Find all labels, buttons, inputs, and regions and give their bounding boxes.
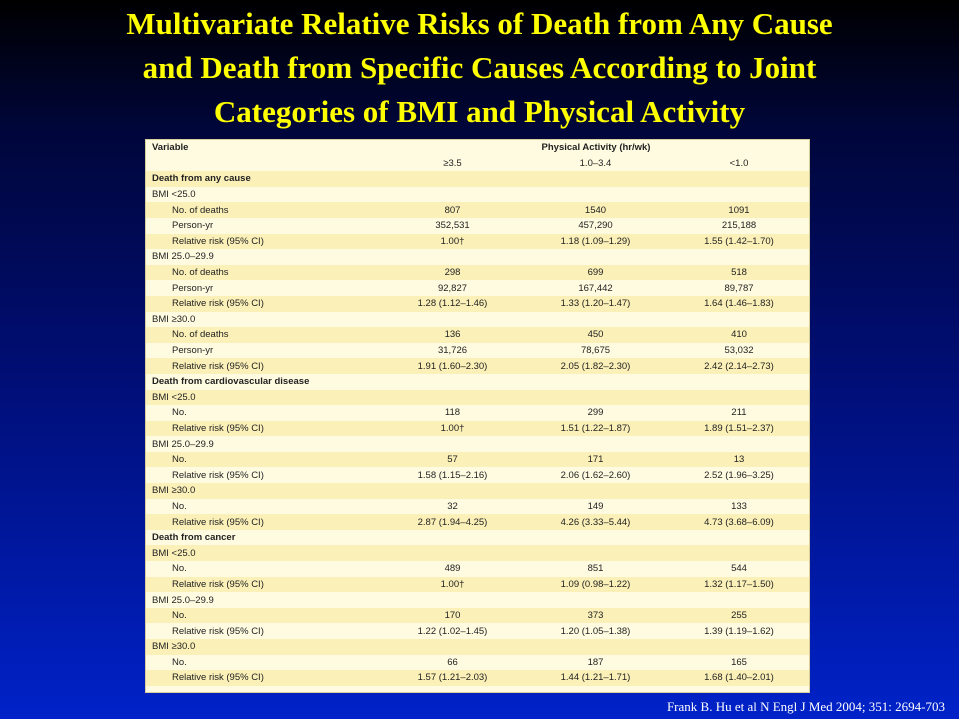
section-label: Death from cancer <box>146 530 381 546</box>
empty-cell <box>146 156 381 172</box>
value-cell: 165 <box>667 655 810 671</box>
bmi-group-row <box>146 312 810 328</box>
table-row <box>146 499 810 515</box>
value-cell: 66 <box>381 655 524 671</box>
results-table <box>146 140 810 686</box>
value-cell <box>667 592 810 608</box>
bmi-group-label: BMI <25.0 <box>146 187 381 203</box>
bmi-group-label: BMI <25.0 <box>146 545 381 561</box>
row-label: No. <box>146 561 381 577</box>
table-row <box>146 670 810 686</box>
table-row <box>146 296 810 312</box>
row-label: Relative risk (95% CI) <box>146 514 381 530</box>
value-cell: 187 <box>524 655 667 671</box>
value-cell: 1.55 (1.42–1.70) <box>667 234 810 250</box>
bmi-group-label: BMI ≥30.0 <box>146 639 381 655</box>
value-cell: 352,531 <box>381 218 524 234</box>
column-header: ≥3.5 <box>381 156 524 172</box>
value-cell <box>524 249 667 265</box>
value-cell: 2.42 (2.14–2.73) <box>667 358 810 374</box>
value-cell <box>524 390 667 406</box>
value-cell: 1.58 (1.15–2.16) <box>381 467 524 483</box>
table-row <box>146 421 810 437</box>
value-cell: 2.52 (1.96–3.25) <box>667 467 810 483</box>
row-label: Relative risk (95% CI) <box>146 234 381 250</box>
column-header: <1.0 <box>667 156 810 172</box>
value-cell <box>381 483 524 499</box>
value-cell: 255 <box>667 608 810 624</box>
section-row <box>146 374 810 390</box>
table-row <box>146 327 810 343</box>
row-label: No. <box>146 405 381 421</box>
value-cell <box>524 592 667 608</box>
value-cell: 2.05 (1.82–2.30) <box>524 358 667 374</box>
value-cell <box>524 171 667 187</box>
value-cell <box>524 374 667 390</box>
row-label: Person-yr <box>146 343 381 359</box>
value-cell: 1091 <box>667 202 810 218</box>
value-cell: 167,442 <box>524 280 667 296</box>
table-row <box>146 467 810 483</box>
table-row <box>146 608 810 624</box>
value-cell: 699 <box>524 265 667 281</box>
value-cell <box>667 187 810 203</box>
value-cell: 1.28 (1.12–1.46) <box>381 296 524 312</box>
value-cell <box>667 530 810 546</box>
value-cell <box>381 592 524 608</box>
value-cell <box>381 171 524 187</box>
value-cell: 1.44 (1.21–1.71) <box>524 670 667 686</box>
value-cell <box>381 390 524 406</box>
value-cell: 53,032 <box>667 343 810 359</box>
value-cell: 149 <box>524 499 667 515</box>
row-label: No. of deaths <box>146 202 381 218</box>
row-label: No. of deaths <box>146 327 381 343</box>
value-cell: 1.18 (1.09–1.29) <box>524 234 667 250</box>
value-cell: 1.22 (1.02–1.45) <box>381 623 524 639</box>
row-label: Relative risk (95% CI) <box>146 577 381 593</box>
title-line: Multivariate Relative Risks of Death from Any Cause <box>126 6 833 41</box>
row-label: Relative risk (95% CI) <box>146 623 381 639</box>
row-label: Relative risk (95% CI) <box>146 296 381 312</box>
value-cell: 31,726 <box>381 343 524 359</box>
value-cell: 170 <box>381 608 524 624</box>
table-row <box>146 265 810 281</box>
value-cell <box>524 639 667 655</box>
value-cell: 544 <box>667 561 810 577</box>
value-cell <box>667 436 810 452</box>
value-cell: 136 <box>381 327 524 343</box>
value-cell: 518 <box>667 265 810 281</box>
value-cell: 1.00† <box>381 577 524 593</box>
column-header: 1.0–3.4 <box>524 156 667 172</box>
section-row <box>146 171 810 187</box>
value-cell: 851 <box>524 561 667 577</box>
value-cell: 1.33 (1.20–1.47) <box>524 296 667 312</box>
value-cell <box>667 374 810 390</box>
table-row <box>146 218 810 234</box>
table-row <box>146 577 810 593</box>
row-label: Relative risk (95% CI) <box>146 421 381 437</box>
value-cell <box>667 390 810 406</box>
bmi-group-label: BMI 25.0–29.9 <box>146 592 381 608</box>
value-cell: 118 <box>381 405 524 421</box>
value-cell: 32 <box>381 499 524 515</box>
title-line: Categories of BMI and Physical Activity <box>213 94 746 129</box>
bmi-group-row <box>146 483 810 499</box>
bmi-group-row <box>146 187 810 203</box>
value-cell: 78,675 <box>524 343 667 359</box>
value-cell: 211 <box>667 405 810 421</box>
slide-title <box>0 2 959 134</box>
value-cell: 2.87 (1.94–4.25) <box>381 514 524 530</box>
bmi-group-label: BMI 25.0–29.9 <box>146 436 381 452</box>
value-cell <box>524 187 667 203</box>
row-label: No. of deaths <box>146 265 381 281</box>
value-cell <box>667 312 810 328</box>
value-cell: 1540 <box>524 202 667 218</box>
value-cell: 1.89 (1.51–2.37) <box>667 421 810 437</box>
value-cell <box>524 545 667 561</box>
bmi-group-row <box>146 639 810 655</box>
table-row <box>146 343 810 359</box>
value-cell: 215,188 <box>667 218 810 234</box>
bmi-group-row <box>146 390 810 406</box>
table-row <box>146 655 810 671</box>
value-cell: 410 <box>667 327 810 343</box>
bmi-group-label: BMI <25.0 <box>146 390 381 406</box>
value-cell <box>667 249 810 265</box>
value-cell <box>524 312 667 328</box>
value-cell: 4.26 (3.33–5.44) <box>524 514 667 530</box>
table-row <box>146 452 810 468</box>
value-cell: 92,827 <box>381 280 524 296</box>
row-label: No. <box>146 452 381 468</box>
variable-header: Variable <box>146 140 381 156</box>
table-row <box>146 405 810 421</box>
value-cell: 1.68 (1.40–2.01) <box>667 670 810 686</box>
value-cell <box>524 436 667 452</box>
value-cell: 1.64 (1.46–1.83) <box>667 296 810 312</box>
table-header-row <box>146 140 810 156</box>
value-cell: 4.73 (3.68–6.09) <box>667 514 810 530</box>
value-cell <box>381 545 524 561</box>
table-row <box>146 358 810 374</box>
results-table-panel <box>145 139 810 693</box>
row-label: Person-yr <box>146 218 381 234</box>
table-row <box>146 202 810 218</box>
row-label: No. <box>146 655 381 671</box>
value-cell: 1.09 (0.98–1.22) <box>524 577 667 593</box>
value-cell: 133 <box>667 499 810 515</box>
title-line: and Death from Specific Causes According to Joint <box>142 50 817 85</box>
value-cell <box>381 436 524 452</box>
row-label: Relative risk (95% CI) <box>146 467 381 483</box>
value-cell <box>667 639 810 655</box>
section-label: Death from cardiovascular disease <box>146 374 381 390</box>
value-cell <box>524 483 667 499</box>
value-cell: 1.57 (1.21–2.03) <box>381 670 524 686</box>
table-row <box>146 561 810 577</box>
value-cell: 1.91 (1.60–2.30) <box>381 358 524 374</box>
value-cell: 57 <box>381 452 524 468</box>
bmi-group-row <box>146 592 810 608</box>
value-cell: 1.51 (1.22–1.87) <box>524 421 667 437</box>
bmi-group-row <box>146 436 810 452</box>
value-cell <box>381 312 524 328</box>
bmi-group-row <box>146 545 810 561</box>
value-cell <box>381 639 524 655</box>
value-cell: 807 <box>381 202 524 218</box>
value-cell <box>381 530 524 546</box>
value-cell: 489 <box>381 561 524 577</box>
row-label: Person-yr <box>146 280 381 296</box>
value-cell: 457,290 <box>524 218 667 234</box>
table-row <box>146 623 810 639</box>
value-cell <box>667 545 810 561</box>
value-cell: 298 <box>381 265 524 281</box>
table-row <box>146 234 810 250</box>
value-cell: 89,787 <box>667 280 810 296</box>
value-cell <box>381 249 524 265</box>
value-cell: 373 <box>524 608 667 624</box>
value-cell <box>381 374 524 390</box>
bmi-group-label: BMI 25.0–29.9 <box>146 249 381 265</box>
row-label: No. <box>146 499 381 515</box>
value-cell: 1.20 (1.05–1.38) <box>524 623 667 639</box>
value-cell: 2.06 (1.62–2.60) <box>524 467 667 483</box>
value-cell <box>524 530 667 546</box>
value-cell: 450 <box>524 327 667 343</box>
table-body <box>146 171 810 686</box>
activity-header: Physical Activity (hr/wk) <box>381 140 810 156</box>
bmi-group-label: BMI ≥30.0 <box>146 312 381 328</box>
table-row <box>146 514 810 530</box>
value-cell: 13 <box>667 452 810 468</box>
value-cell: 1.39 (1.19–1.62) <box>667 623 810 639</box>
table-subheader-row <box>146 156 810 172</box>
value-cell <box>381 187 524 203</box>
row-label: No. <box>146 608 381 624</box>
table-row <box>146 280 810 296</box>
section-row <box>146 530 810 546</box>
value-cell <box>667 171 810 187</box>
bmi-group-row <box>146 249 810 265</box>
section-label: Death from any cause <box>146 171 381 187</box>
value-cell <box>667 483 810 499</box>
value-cell: 171 <box>524 452 667 468</box>
citation: Frank B. Hu et al N Engl J Med 2004; 351: 2694-703 <box>666 699 945 714</box>
row-label: Relative risk (95% CI) <box>146 358 381 374</box>
value-cell: 1.00† <box>381 421 524 437</box>
value-cell: 1.32 (1.17–1.50) <box>667 577 810 593</box>
bmi-group-label: BMI ≥30.0 <box>146 483 381 499</box>
value-cell: 1.00† <box>381 234 524 250</box>
value-cell: 299 <box>524 405 667 421</box>
row-label: Relative risk (95% CI) <box>146 670 381 686</box>
